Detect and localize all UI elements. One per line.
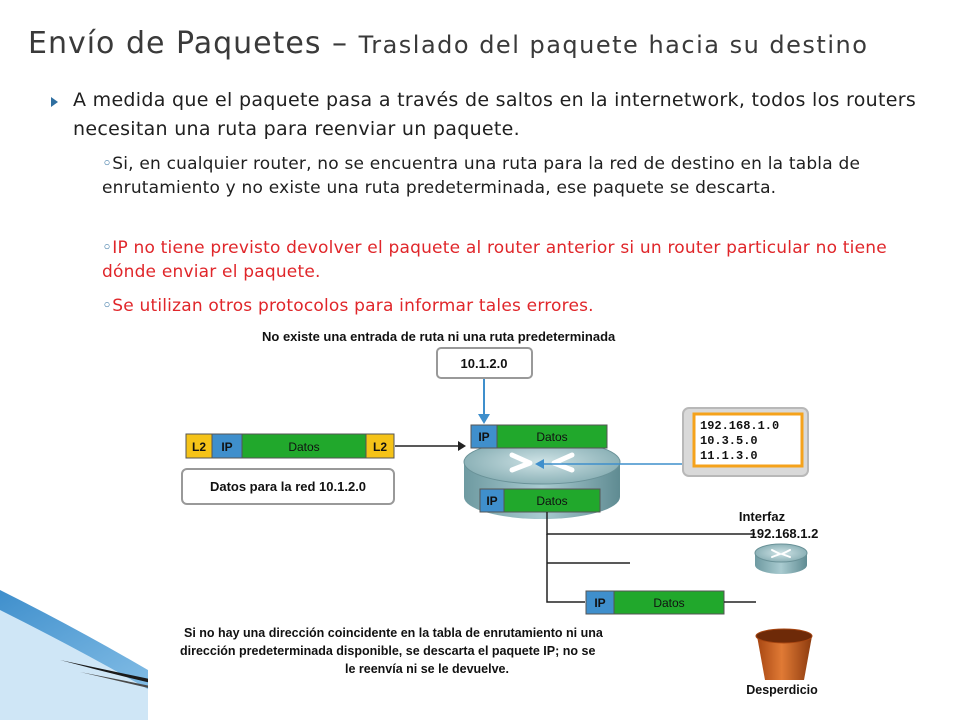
dest-address-label: 10.1.2.0 (460, 356, 508, 371)
discard-datos: Datos (653, 596, 685, 610)
routing-table (683, 408, 808, 476)
sub-bullet-mark-icon: ◦ (102, 296, 113, 316)
interface-label: Interfaz (738, 509, 786, 524)
routing-entry-3: 11.1.3.0 (700, 449, 758, 463)
diagram-heading: No existe una entrada de ruta ni una ruta predeterminada (262, 329, 616, 344)
frame-ip: IP (221, 440, 233, 454)
trash-bin-icon (756, 629, 812, 680)
interface-router-icon (755, 544, 807, 574)
router-in-datos: Datos (536, 430, 568, 444)
interface-ip: 192.168.1.2 (749, 526, 819, 541)
incoming-frame (186, 434, 394, 458)
frame-datos: Datos (288, 440, 320, 454)
frame-l2-right: L2 (372, 440, 388, 454)
title-separator: – (321, 26, 359, 61)
footer-line-1: Si no hay una dirección coincidente en la tabla de enrutamiento ni una (184, 626, 603, 640)
router-packet-in (471, 425, 607, 448)
router-out-ip: IP (486, 494, 498, 508)
trash-label: Desperdicio (746, 683, 818, 697)
sub-bullet-1-text: Si, en cualquier router, no se encuentra una ruta para la red de destino en la tabla de enrutamiento y no existe una ruta predeterminada, ese paquete se descarta. (102, 154, 861, 198)
sub-bullet-3-text: Se utilizan otros protocolos para informar tales errores. (112, 296, 594, 316)
router-in-ip: IP (478, 430, 490, 444)
footer-line-2: dirección predeterminada disponible, se descarta el paquete IP; no se (180, 644, 596, 658)
sub-bullet-2-text: IP no tiene previsto devolver el paquete al router anterior si un router particular no tiene dónde enviar el paquete. (102, 238, 887, 282)
discard-packet (586, 591, 724, 614)
main-bullet-text: A medida que el paquete pasa a través de saltos en la internetwork, todos los routers necesitan una ruta para reenviar un paquete. (73, 89, 917, 140)
title-main: Envío de Paquetes (28, 26, 322, 61)
routing-entry-2: 10.3.5.0 (700, 434, 758, 448)
footer-line-3: le reenvía ni se le devuelve. (345, 662, 509, 676)
frame-l2-left: L2 (191, 440, 207, 454)
router-packet-out (480, 489, 600, 512)
title-subtitle: Traslado del paquete hacia su destino (358, 31, 869, 59)
routing-entry-1: 192.168.1.0 (700, 419, 780, 433)
data-network-label: Datos para la red 10.1.2.0 (209, 479, 367, 494)
router-out-datos: Datos (536, 494, 568, 508)
discard-ip: IP (594, 596, 606, 610)
sub-bullet-mark-icon: ◦ (102, 238, 113, 258)
sub-bullet-mark-icon: ◦ (102, 154, 113, 174)
